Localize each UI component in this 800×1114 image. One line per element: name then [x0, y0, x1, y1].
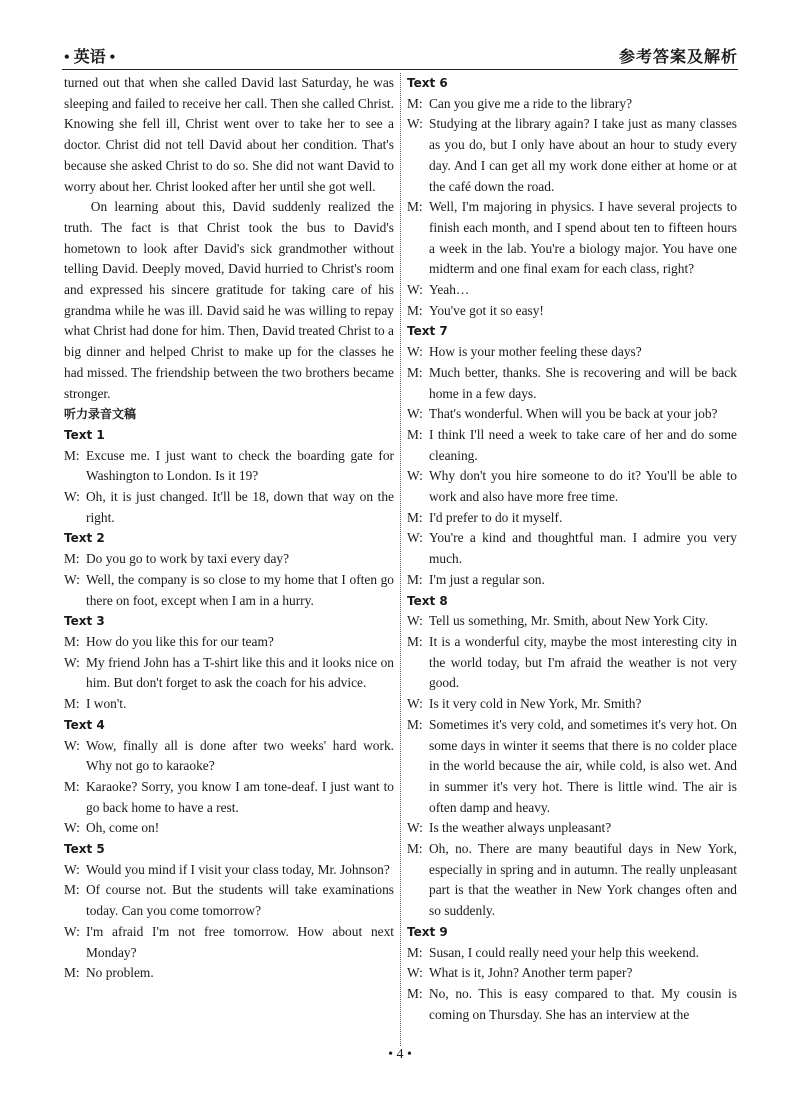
speaker: M:: [407, 199, 423, 215]
utterance: Oh, it is just changed. It'll be 18, down that way on the right.: [86, 489, 394, 525]
utterance: How is your mother feeling these days?: [429, 344, 642, 360]
section-label: 参考答案及解析: [618, 49, 738, 66]
story-paragraph: On learning about this, David suddenly realized the truth. The fact is that Christ took the bus to David's hometown to look after David's sick grandmother without telling David. Deeply moved, David hurried to Christ's room and expressed his sincere gratitude for taking care of his grandma while he was ill. David said he was willing to repay what Christ had done for him. Then, David treated Christ to a big dinner and helped Christ to make up for the classes he had missed. The friendship between the two brothers became stronger.: [64, 199, 394, 401]
utterance: Can you give me a ride to the library?: [429, 95, 633, 111]
speaker: M:: [407, 426, 423, 442]
speaker: M:: [64, 696, 80, 712]
dialogue-line: [407, 632, 737, 694]
section-heading: 听力录音文稿: [64, 407, 137, 422]
speaker: W:: [64, 489, 80, 505]
column-divider: [400, 73, 401, 1046]
speaker: W:: [407, 282, 423, 298]
utterance: I won't.: [86, 696, 127, 712]
utterance: You've got it so easy!: [429, 302, 544, 318]
utterance: That's wonderful. When will you be back at your job?: [429, 406, 718, 422]
utterance: Well, I'm majoring in physics. I have several projects to finish each month, and I spend about ten to fifteen hours a week in the lab. You're a biology major. You have one midterm and one final exam for each class, right?: [429, 199, 737, 277]
speaker: W:: [407, 406, 423, 422]
dialogue-line: [407, 570, 737, 591]
dialogue-line: [64, 653, 394, 694]
left-column: [64, 73, 394, 984]
dialogue-line: [407, 342, 737, 363]
speaker: W:: [407, 530, 423, 546]
header-rule: [62, 69, 738, 70]
speaker: W:: [64, 571, 80, 587]
dialogue-line: [64, 570, 394, 611]
dialogue-line: [64, 694, 394, 715]
dialogue-line: [407, 425, 737, 466]
utterance: I'm afraid I'm not free tomorrow. How about next Monday?: [86, 923, 394, 960]
utterance: Well, the company is so close to my home that I often go there on foot, except when I am in a hurry.: [86, 571, 394, 608]
dialogue-line: [407, 528, 737, 569]
text-title: Text 8: [407, 593, 448, 608]
dialogue-line: [64, 446, 394, 487]
speaker: W:: [64, 820, 80, 836]
dialogue-line: [407, 94, 737, 115]
text-title: Text 2: [64, 531, 105, 546]
text-title: Text 9: [407, 924, 448, 939]
utterance: I'm just a regular son.: [429, 571, 545, 587]
utterance: Is it very cold in New York, Mr. Smith?: [429, 696, 642, 712]
speaker: M:: [407, 509, 423, 525]
page-header: [62, 44, 738, 66]
dialogue-line: [407, 963, 737, 984]
dialogue-line: [64, 632, 394, 653]
utterance: No problem.: [86, 965, 154, 981]
dialogue-line: [407, 611, 737, 632]
right-column: [407, 73, 737, 1025]
speaker: M:: [407, 716, 423, 732]
utterance: How do you like this for our team?: [86, 633, 274, 649]
utterance: Is the weather always unpleasant?: [429, 820, 612, 836]
dialogue-line: [407, 839, 737, 922]
text-title: Text 5: [64, 842, 105, 857]
utterance: What is it, John? Another term paper?: [429, 965, 633, 981]
text-title: Text 7: [407, 324, 448, 339]
utterance: It is a wonderful city, maybe the most interesting city in the world today, but I'm afraid the weather is not very good.: [429, 633, 737, 691]
speaker: M:: [407, 841, 423, 857]
speaker: M:: [407, 633, 423, 649]
dialogue-line: [407, 984, 737, 1025]
speaker: M:: [407, 364, 423, 380]
utterance: Oh, no. There are many beautiful days in New York, especially in spring and in autumn. The really unpleasant part is that the weather in New York changes often and so suddenly.: [429, 841, 737, 919]
utterance: Do you go to work by taxi every day?: [86, 551, 290, 567]
utterance: Much better, thanks. She is recovering and will be back home in a few days.: [429, 364, 737, 401]
text-title: Text 6: [407, 76, 448, 90]
speaker: W:: [407, 965, 423, 981]
dialogue-line: [64, 487, 394, 528]
dialogue-line: [407, 508, 737, 529]
speaker: W:: [407, 820, 423, 836]
speaker: M:: [407, 985, 423, 1001]
speaker: W:: [407, 696, 423, 712]
subject-label: • 英语 •: [64, 49, 116, 66]
speaker: M:: [64, 447, 80, 463]
dialogue-line: [64, 549, 394, 570]
dialogue-line: [64, 922, 394, 963]
utterance: I think I'll need a week to take care of her and do some cleaning.: [429, 426, 737, 463]
page-number: • 4 •: [388, 1047, 412, 1062]
text-title: Text 3: [64, 614, 105, 629]
utterance: Karaoke? Sorry, you know I am tone-deaf. I just want to go back home to have a rest.: [86, 778, 394, 815]
utterance: Why don't you hire someone to do it? You'll be able to work and also have more free time.: [429, 468, 737, 505]
utterance: Oh, come on!: [86, 820, 160, 836]
text-title: Text 1: [64, 427, 105, 442]
dialogue-line: [64, 736, 394, 777]
speaker: M:: [64, 882, 80, 898]
speaker: M:: [64, 778, 80, 794]
dialogue-line: [407, 715, 737, 819]
speaker: W:: [407, 344, 423, 360]
utterance: Of course not. But the students will take examinations today. Can you come tomorrow?: [86, 882, 394, 919]
speaker: M:: [407, 944, 423, 960]
speaker: M:: [64, 633, 80, 649]
utterance: Wow, finally all is done after two weeks' hard work. Why not go to karaoke?: [86, 737, 394, 774]
speaker: W:: [64, 923, 80, 939]
dialogue-line: [407, 197, 737, 280]
dialogue-line: [407, 466, 737, 507]
utterance: Yeah…: [429, 282, 470, 298]
utterance: My friend John has a T-shirt like this and it looks nice on him. But don't forget to ask the coach for his advice.: [86, 654, 394, 691]
speaker: M:: [407, 95, 423, 111]
dialogue-line: [64, 818, 394, 839]
speaker: W:: [64, 737, 80, 753]
speaker: M:: [407, 302, 423, 318]
story-paragraph: turned out that when she called David last Saturday, he was sleeping and failed to receive her call. Then she called Christ. Knowing she fell ill, Christ went over to take her to see a doctor. Christ did not tell David about her condition. That's because she asked Christ to do so. She did not want David to worry about her. Christ looked after her until she got well.: [64, 75, 394, 194]
utterance: Would you mind if I visit your class today, Mr. Johnson?: [86, 861, 390, 877]
dialogue-line: [407, 301, 737, 322]
speaker: W:: [64, 861, 80, 877]
dialogue-line: [64, 880, 394, 921]
utterance: Excuse me. I just want to check the boarding gate for Washington to London. Is it 19?: [86, 447, 394, 484]
speaker: W:: [64, 654, 80, 670]
utterance: Susan, I could really need your help this weekend.: [429, 944, 699, 960]
utterance: I'd prefer to do it myself.: [429, 509, 563, 525]
speaker: W:: [407, 116, 423, 132]
dialogue-line: [407, 114, 737, 197]
dialogue-line: [64, 777, 394, 818]
utterance: No, no. This is easy compared to that. My cousin is coming on Thursday. She has an interview at the: [429, 985, 737, 1022]
utterance: You're a kind and thoughtful man. I admire you very much.: [429, 530, 737, 567]
dialogue-line: [64, 963, 394, 984]
dialogue-line: [407, 280, 737, 301]
dialogue-line: [407, 363, 737, 404]
dialogue-line: [407, 404, 737, 425]
dialogue-line: [407, 818, 737, 839]
speaker: W:: [407, 613, 423, 629]
dialogue-line: [407, 943, 737, 964]
speaker: M:: [407, 571, 423, 587]
utterance: Sometimes it's very cold, and sometimes it's very hot. On some days in winter it seems that there is no colder place in the world because the air, while cold, is also wet. And in summer it's very hot. There is little wind. The air is often damp and heavy.: [429, 716, 737, 815]
speaker: M:: [64, 965, 80, 981]
speaker: M:: [64, 551, 80, 567]
dialogue-line: [64, 860, 394, 881]
utterance: Studying at the library again? I take just as many classes as you do, but I only have about an hour to study every day. And I can get all my work done either at home or at the café down the road.: [429, 116, 737, 194]
utterance: Tell us something, Mr. Smith, about New York City.: [429, 613, 709, 629]
speaker: W:: [407, 468, 423, 484]
dialogue-line: [407, 694, 737, 715]
text-title: Text 4: [64, 717, 105, 732]
